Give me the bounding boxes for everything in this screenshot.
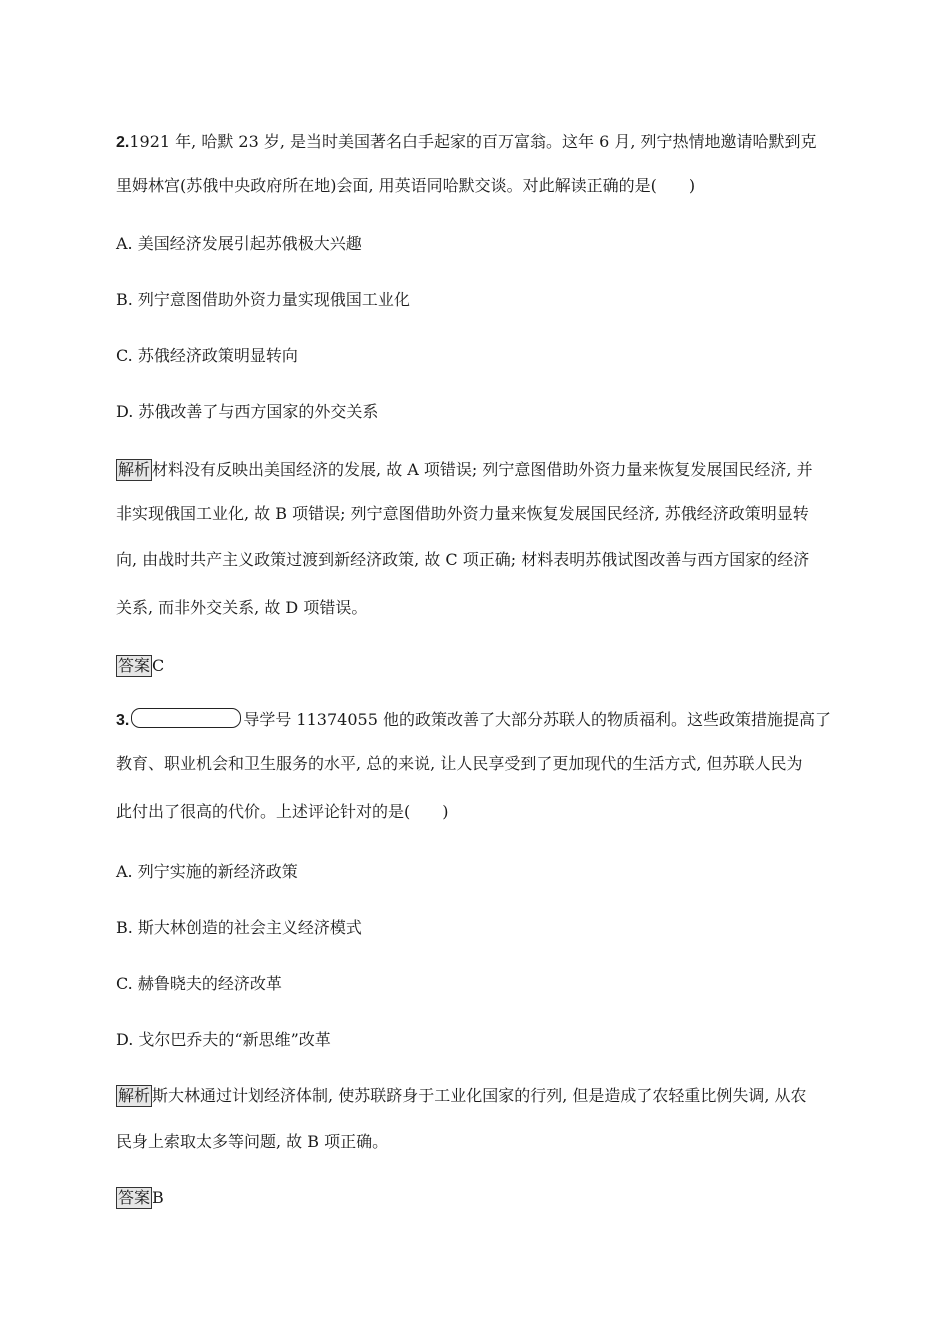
q2-analysis-text-1: 材料没有反映出美国经济的发展, 故 A 项错误; 列宁意图借助外资力量来恢复发展国民经济, 并 bbox=[152, 460, 813, 479]
q2-stem-line-2: 里姆林宫(苏俄中央政府所在地)会面, 用英语同哈默交谈。对此解读正确的是( ) bbox=[116, 176, 696, 195]
q2-analysis-line-3: 向, 由战时共产主义政策过渡到新经济政策, 故 C 项正确; 材料表明苏俄试图改善与西方国家的经济 bbox=[116, 550, 810, 569]
q3-option-a: A. 列宁实施的新经济政策 bbox=[116, 862, 298, 881]
q3-option-d: D. 戈尔巴乔夫的“新思维”改革 bbox=[116, 1030, 331, 1049]
q3-option-b: B. 斯大林创造的社会主义经济模式 bbox=[116, 918, 362, 937]
q2-stem-text-1: 1921 年, 哈默 23 岁, 是当时美国著名白手起家的百万富翁。这年 6 月, 列宁热情地邀请哈默到克 bbox=[129, 132, 817, 151]
q2-option-a: A. 美国经济发展引起苏俄极大兴趣 bbox=[116, 234, 362, 253]
q3-analysis-line-1 bbox=[116, 1084, 807, 1108]
q3-answer bbox=[116, 1186, 164, 1210]
q2-answer bbox=[116, 654, 164, 678]
q3-option-c: C. 赫鲁晓夫的经济改革 bbox=[116, 974, 282, 993]
q3-blank-box bbox=[131, 708, 241, 728]
q3-analysis-tag: 解析 bbox=[118, 1086, 151, 1105]
q2-option-b: B. 列宁意图借助外资力量实现俄国工业化 bbox=[116, 290, 410, 309]
q2-stem-line-1 bbox=[116, 130, 817, 155]
q3-stem-line-3: 此付出了很高的代价。上述评论针对的是( ) bbox=[116, 802, 449, 821]
q3-stem-text-1: 导学号 11374055 他的政策改善了大部分苏联人的物质福利。这些政策措施提高了 bbox=[243, 710, 831, 729]
q2-answer-tag: 答案 bbox=[118, 656, 151, 675]
q3-answer-tag: 答案 bbox=[118, 1188, 151, 1207]
q3-analysis-text-1: 斯大林通过计划经济体制, 使苏联跻身于工业化国家的行列, 但是造成了农轻重比例失调, 从农 bbox=[152, 1086, 807, 1105]
q2-analysis-line-1 bbox=[116, 458, 813, 482]
q3-stem-line-2: 教育、职业机会和卫生服务的水平, 总的来说, 让人民享受到了更加现代的生活方式, 但苏联人民为 bbox=[116, 754, 803, 773]
q2-option-d: D. 苏俄改善了与西方国家的外交关系 bbox=[116, 402, 379, 421]
q2-analysis-tag: 解析 bbox=[118, 460, 151, 479]
q2-answer-value: C bbox=[152, 656, 165, 675]
q2-number: 2. bbox=[116, 134, 130, 151]
q2-option-c: C. 苏俄经济政策明显转向 bbox=[116, 346, 298, 365]
q3-answer-value: B bbox=[152, 1188, 164, 1207]
q3-stem-line-1 bbox=[116, 708, 831, 733]
q3-analysis-line-2: 民身上索取太多等问题, 故 B 项正确。 bbox=[116, 1132, 389, 1151]
q2-analysis-line-2: 非实现俄国工业化, 故 B 项错误; 列宁意图借助外资力量来恢复发展国民经济, 苏俄经济政策明显转 bbox=[116, 504, 809, 523]
q3-number: 3. bbox=[116, 712, 130, 729]
q2-analysis-line-4: 关系, 而非外交关系, 故 D 项错误。 bbox=[116, 598, 368, 617]
